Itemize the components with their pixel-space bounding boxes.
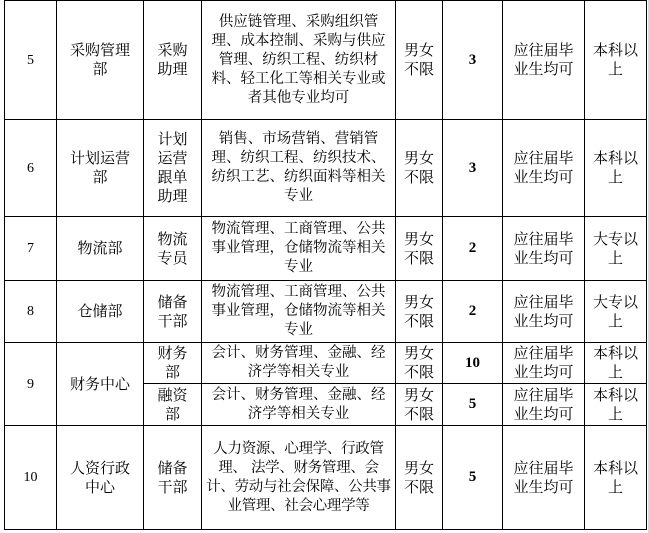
department-cell: 采购管理部 <box>57 1 144 120</box>
headcount-cell: 5 <box>443 384 503 426</box>
gender-cell: 男女不限 <box>396 384 443 426</box>
table-row <box>5 281 647 343</box>
headcount-cell: 3 <box>443 1 503 120</box>
education-cell: 本科以上 <box>585 384 647 426</box>
department-cell: 财务中心 <box>57 343 144 426</box>
row-number: 6 <box>5 120 57 217</box>
gender-cell: 男女不限 <box>396 281 443 343</box>
education-cell: 本科以上 <box>585 120 647 217</box>
gender-cell: 男女不限 <box>396 1 443 120</box>
major-cell: 销售、市场营销、营销管理、纺织工程、纺织技术、纺织工艺、纺织面料等相关专业 <box>202 120 396 217</box>
gender-cell: 男女不限 <box>396 426 443 530</box>
position-cell: 储备干部 <box>144 426 202 530</box>
major-cell: 会计、财务管理、金融、经济学等相关专业 <box>202 343 396 384</box>
headcount-cell: 5 <box>443 426 503 530</box>
education-cell: 本科以上 <box>585 343 647 384</box>
department-cell: 物流部 <box>57 217 144 281</box>
headcount-cell: 2 <box>443 281 503 343</box>
requirement-cell: 应往届毕业生均可 <box>503 1 585 120</box>
position-cell: 财务部 <box>144 343 202 384</box>
education-cell: 大专以上 <box>585 217 647 281</box>
table-row <box>5 1 647 120</box>
department-cell: 仓储部 <box>57 281 144 343</box>
major-cell: 物流管理、工商管理、公共事业管理，仓储物流等相关专业 <box>202 217 396 281</box>
gender-cell: 男女不限 <box>396 120 443 217</box>
position-cell: 计划运营跟单助理 <box>144 120 202 217</box>
table-row <box>5 343 647 384</box>
requirement-cell: 应往届毕业生均可 <box>503 120 585 217</box>
gender-cell: 男女不限 <box>396 217 443 281</box>
requirement-cell: 应往届毕业生均可 <box>503 426 585 530</box>
row-number: 7 <box>5 217 57 281</box>
requirement-cell: 应往届毕业生均可 <box>503 384 585 426</box>
requirement-cell: 应往届毕业生均可 <box>503 343 585 384</box>
row-number: 8 <box>5 281 57 343</box>
requirement-cell: 应往届毕业生均可 <box>503 281 585 343</box>
table-row <box>5 217 647 281</box>
major-cell: 会计、财务管理、金融、经济学等相关专业 <box>202 384 396 426</box>
headcount-cell: 2 <box>443 217 503 281</box>
row-number: 9 <box>5 343 57 426</box>
row-number: 10 <box>5 426 57 530</box>
table-row <box>5 426 647 530</box>
education-cell: 大专以上 <box>585 281 647 343</box>
major-cell: 物流管理、工商管理、公共事业管理，仓储物流等相关专业 <box>202 281 396 343</box>
gender-cell: 男女不限 <box>396 343 443 384</box>
department-cell: 计划运营部 <box>57 120 144 217</box>
table-row <box>5 120 647 217</box>
major-cell: 人力资源、心理学、行政管理、 法学、财务管理、会计、劳动与社会保障、公共事业管理、社会心理学等 <box>202 426 396 530</box>
department-cell: 人资行政中心 <box>57 426 144 530</box>
requirement-cell: 应往届毕业生均可 <box>503 217 585 281</box>
recruitment-table <box>4 0 647 530</box>
row-number: 5 <box>5 1 57 120</box>
headcount-cell: 3 <box>443 120 503 217</box>
position-cell: 采购助理 <box>144 1 202 120</box>
position-cell: 储备干部 <box>144 281 202 343</box>
position-cell: 物流专员 <box>144 217 202 281</box>
position-cell: 融资部 <box>144 384 202 426</box>
major-cell: 供应链管理、采购组织管理、成本控制、采购与供应管理、纺织工程、纺织材料、轻工化工等相关专业或者其他专业均可 <box>202 1 396 120</box>
education-cell: 本科以上 <box>585 1 647 120</box>
education-cell: 本科以上 <box>585 426 647 530</box>
headcount-cell: 10 <box>443 343 503 384</box>
